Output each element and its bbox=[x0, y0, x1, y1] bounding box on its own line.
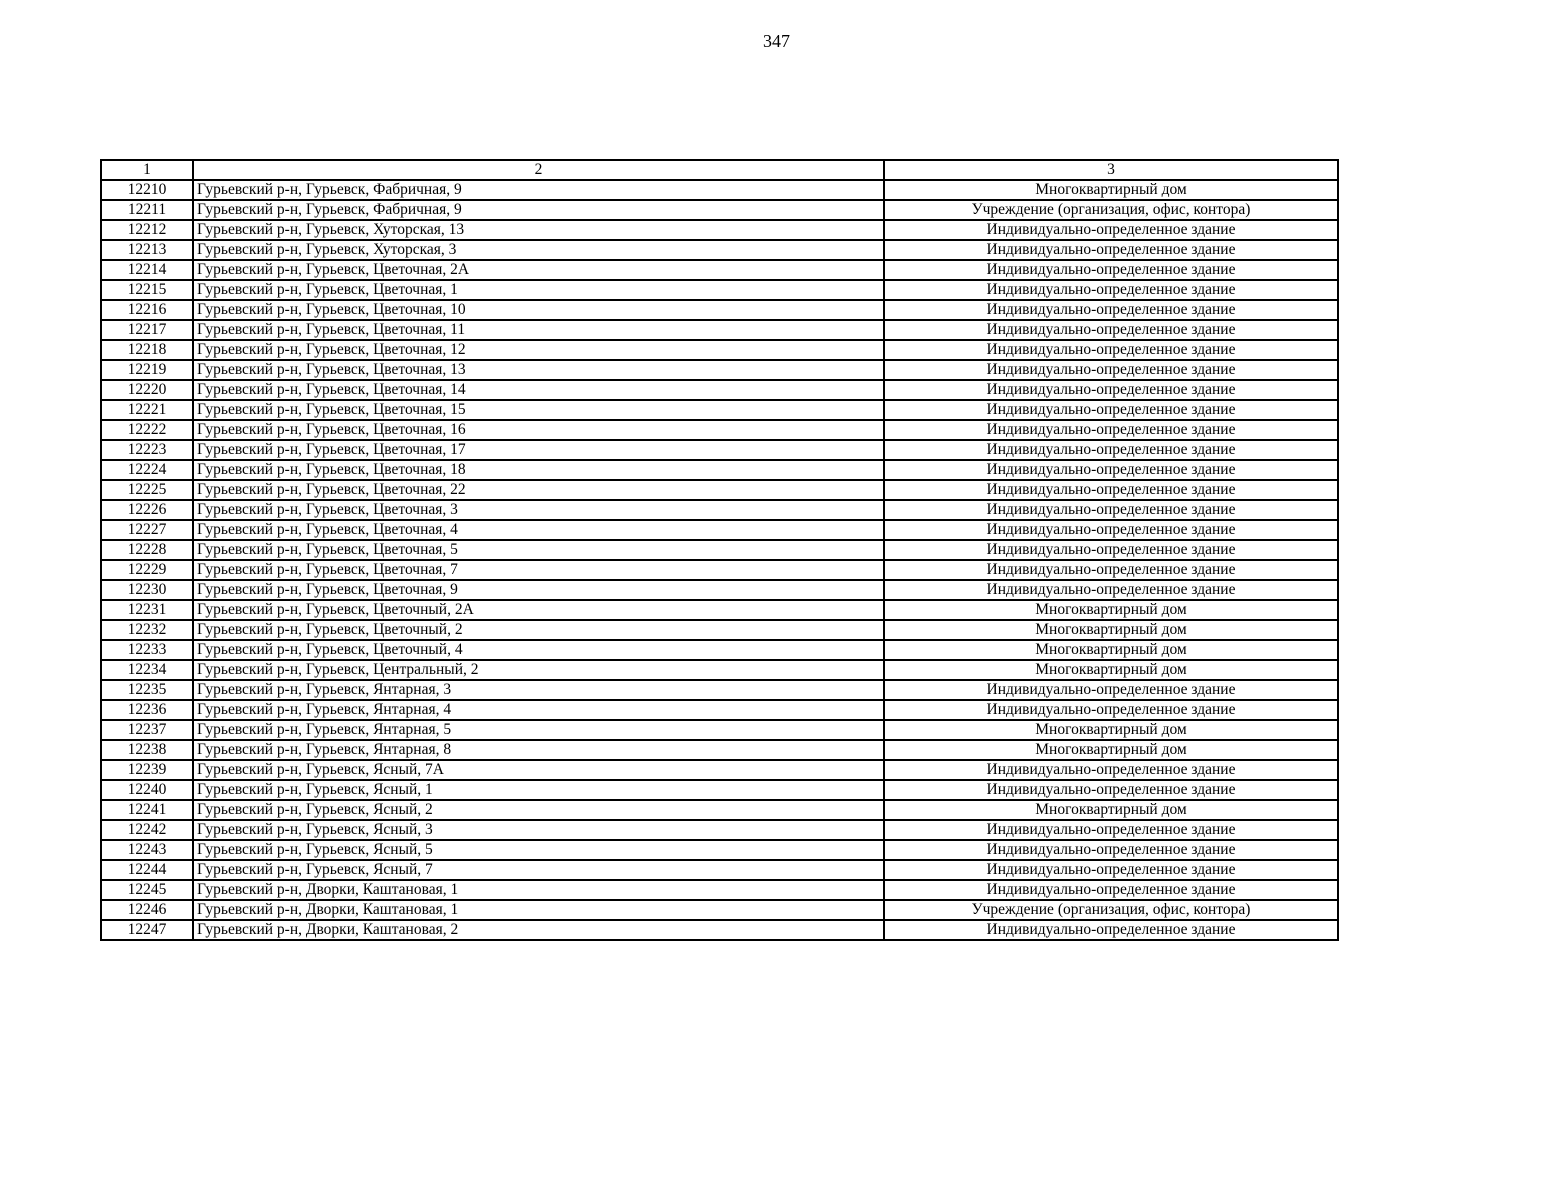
table-row bbox=[101, 180, 1338, 200]
record-number-cell: 12213 bbox=[101, 240, 193, 260]
object-type-cell: Индивидуально-определенное здание bbox=[884, 420, 1338, 440]
address-cell: Гурьевский р-н, Гурьевск, Фабричная, 9 bbox=[193, 200, 884, 220]
table-row bbox=[101, 660, 1338, 680]
record-number-cell: 12217 bbox=[101, 320, 193, 340]
object-type-cell: Индивидуально-определенное здание bbox=[884, 440, 1338, 460]
table-row bbox=[101, 420, 1338, 440]
record-number-cell: 12219 bbox=[101, 360, 193, 380]
address-cell: Гурьевский р-н, Гурьевск, Хуторская, 3 bbox=[193, 240, 884, 260]
object-type-cell: Учреждение (организация, офис, контора) bbox=[884, 200, 1338, 220]
object-type-cell: Многоквартирный дом bbox=[884, 180, 1338, 200]
address-cell: Гурьевский р-н, Гурьевск, Ясный, 3 bbox=[193, 820, 884, 840]
address-cell: Гурьевский р-н, Гурьевск, Янтарная, 3 bbox=[193, 680, 884, 700]
table-row bbox=[101, 620, 1338, 640]
object-type-cell: Индивидуально-определенное здание bbox=[884, 580, 1338, 600]
address-cell: Гурьевский р-н, Гурьевск, Ясный, 7А bbox=[193, 760, 884, 780]
table-row bbox=[101, 840, 1338, 860]
object-type-cell: Индивидуально-определенное здание bbox=[884, 360, 1338, 380]
object-type-cell: Индивидуально-определенное здание bbox=[884, 220, 1338, 240]
record-number-cell: 12227 bbox=[101, 520, 193, 540]
record-number-cell: 12229 bbox=[101, 560, 193, 580]
object-type-cell: Индивидуально-определенное здание bbox=[884, 920, 1338, 940]
object-type-cell: Индивидуально-определенное здание bbox=[884, 520, 1338, 540]
record-number-cell: 12232 bbox=[101, 620, 193, 640]
object-type-cell: Индивидуально-определенное здание bbox=[884, 480, 1338, 500]
column-header-1: 1 bbox=[101, 160, 193, 180]
table-row bbox=[101, 700, 1338, 720]
object-type-cell: Индивидуально-определенное здание bbox=[884, 880, 1338, 900]
address-cell: Гурьевский р-н, Гурьевск, Цветочный, 2 bbox=[193, 620, 884, 640]
table-row bbox=[101, 520, 1338, 540]
table-row bbox=[101, 320, 1338, 340]
record-number-cell: 12245 bbox=[101, 880, 193, 900]
record-number-cell: 12228 bbox=[101, 540, 193, 560]
record-number-cell: 12231 bbox=[101, 600, 193, 620]
address-cell: Гурьевский р-н, Гурьевск, Цветочный, 2А bbox=[193, 600, 884, 620]
address-cell: Гурьевский р-н, Дворки, Каштановая, 1 bbox=[193, 880, 884, 900]
address-cell: Гурьевский р-н, Гурьевск, Цветочная, 12 bbox=[193, 340, 884, 360]
address-cell: Гурьевский р-н, Гурьевск, Ясный, 2 bbox=[193, 800, 884, 820]
page-number: 347 bbox=[763, 31, 790, 51]
object-type-cell: Индивидуально-определенное здание bbox=[884, 540, 1338, 560]
record-number-cell: 12210 bbox=[101, 180, 193, 200]
object-type-cell: Многоквартирный дом bbox=[884, 720, 1338, 740]
table-row bbox=[101, 800, 1338, 820]
address-cell: Гурьевский р-н, Гурьевск, Цветочная, 16 bbox=[193, 420, 884, 440]
object-type-cell: Индивидуально-определенное здание bbox=[884, 500, 1338, 520]
address-cell: Гурьевский р-н, Гурьевск, Фабричная, 9 bbox=[193, 180, 884, 200]
record-number-cell: 12241 bbox=[101, 800, 193, 820]
record-number-cell: 12214 bbox=[101, 260, 193, 280]
table-row bbox=[101, 920, 1338, 940]
table-row bbox=[101, 440, 1338, 460]
record-number-cell: 12218 bbox=[101, 340, 193, 360]
object-type-cell: Индивидуально-определенное здание bbox=[884, 300, 1338, 320]
record-number-cell: 12230 bbox=[101, 580, 193, 600]
record-number-cell: 12243 bbox=[101, 840, 193, 860]
record-number-cell: 12240 bbox=[101, 780, 193, 800]
object-type-cell: Индивидуально-определенное здание bbox=[884, 700, 1338, 720]
address-cell: Гурьевский р-н, Гурьевск, Цветочная, 14 bbox=[193, 380, 884, 400]
object-type-cell: Индивидуально-определенное здание bbox=[884, 860, 1338, 880]
table-row bbox=[101, 500, 1338, 520]
record-number-cell: 12221 bbox=[101, 400, 193, 420]
object-type-cell: Индивидуально-определенное здание bbox=[884, 320, 1338, 340]
address-cell: Гурьевский р-н, Гурьевск, Цветочная, 22 bbox=[193, 480, 884, 500]
table-row bbox=[101, 280, 1338, 300]
record-number-cell: 12233 bbox=[101, 640, 193, 660]
table-row bbox=[101, 340, 1338, 360]
address-cell: Гурьевский р-н, Гурьевск, Цветочная, 9 bbox=[193, 580, 884, 600]
object-type-cell: Индивидуально-определенное здание bbox=[884, 780, 1338, 800]
column-header-2: 2 bbox=[193, 160, 884, 180]
address-cell: Гурьевский р-н, Гурьевск, Цветочная, 2А bbox=[193, 260, 884, 280]
table-row bbox=[101, 880, 1338, 900]
object-type-cell: Индивидуально-определенное здание bbox=[884, 380, 1338, 400]
object-type-cell: Индивидуально-определенное здание bbox=[884, 560, 1338, 580]
record-number-cell: 12216 bbox=[101, 300, 193, 320]
record-number-cell: 12212 bbox=[101, 220, 193, 240]
address-cell: Гурьевский р-н, Гурьевск, Цветочная, 18 bbox=[193, 460, 884, 480]
table-row bbox=[101, 680, 1338, 700]
table-row bbox=[101, 200, 1338, 220]
table-row bbox=[101, 220, 1338, 240]
record-number-cell: 12226 bbox=[101, 500, 193, 520]
table-row bbox=[101, 900, 1338, 920]
record-number-cell: 12225 bbox=[101, 480, 193, 500]
address-cell: Гурьевский р-н, Гурьевск, Ясный, 1 bbox=[193, 780, 884, 800]
record-number-cell: 12222 bbox=[101, 420, 193, 440]
record-number-cell: 12239 bbox=[101, 760, 193, 780]
address-cell: Гурьевский р-н, Гурьевск, Центральный, 2 bbox=[193, 660, 884, 680]
record-number-cell: 12237 bbox=[101, 720, 193, 740]
record-number-cell: 12220 bbox=[101, 380, 193, 400]
record-number-cell: 12215 bbox=[101, 280, 193, 300]
table-row bbox=[101, 360, 1338, 380]
registry-table bbox=[100, 159, 1339, 941]
address-cell: Гурьевский р-н, Гурьевск, Ясный, 5 bbox=[193, 840, 884, 860]
address-cell: Гурьевский р-н, Гурьевск, Янтарная, 5 bbox=[193, 720, 884, 740]
record-number-cell: 12234 bbox=[101, 660, 193, 680]
registry-table-body bbox=[101, 160, 1338, 940]
table-row bbox=[101, 300, 1338, 320]
address-cell: Гурьевский р-н, Гурьевск, Цветочная, 7 bbox=[193, 560, 884, 580]
column-header-3: 3 bbox=[884, 160, 1338, 180]
table-row bbox=[101, 540, 1338, 560]
address-cell: Гурьевский р-н, Дворки, Каштановая, 2 bbox=[193, 920, 884, 940]
record-number-cell: 12247 bbox=[101, 920, 193, 940]
table-row bbox=[101, 720, 1338, 740]
address-cell: Гурьевский р-н, Гурьевск, Ясный, 7 bbox=[193, 860, 884, 880]
table-row bbox=[101, 600, 1338, 620]
address-cell: Гурьевский р-н, Гурьевск, Янтарная, 8 bbox=[193, 740, 884, 760]
table-row bbox=[101, 580, 1338, 600]
object-type-cell: Индивидуально-определенное здание bbox=[884, 820, 1338, 840]
object-type-cell: Индивидуально-определенное здание bbox=[884, 680, 1338, 700]
table-row bbox=[101, 460, 1338, 480]
address-cell: Гурьевский р-н, Гурьевск, Цветочная, 11 bbox=[193, 320, 884, 340]
record-number-cell: 12246 bbox=[101, 900, 193, 920]
table-row bbox=[101, 860, 1338, 880]
table-row bbox=[101, 240, 1338, 260]
object-type-cell: Индивидуально-определенное здание bbox=[884, 280, 1338, 300]
object-type-cell: Индивидуально-определенное здание bbox=[884, 260, 1338, 280]
object-type-cell: Индивидуально-определенное здание bbox=[884, 340, 1338, 360]
address-cell: Гурьевский р-н, Гурьевск, Цветочная, 13 bbox=[193, 360, 884, 380]
object-type-cell: Многоквартирный дом bbox=[884, 640, 1338, 660]
record-number-cell: 12223 bbox=[101, 440, 193, 460]
address-cell: Гурьевский р-н, Гурьевск, Цветочная, 1 bbox=[193, 280, 884, 300]
address-cell: Гурьевский р-н, Гурьевск, Цветочная, 15 bbox=[193, 400, 884, 420]
address-cell: Гурьевский р-н, Гурьевск, Цветочная, 17 bbox=[193, 440, 884, 460]
address-cell: Гурьевский р-н, Гурьевск, Янтарная, 4 bbox=[193, 700, 884, 720]
object-type-cell: Индивидуально-определенное здание bbox=[884, 400, 1338, 420]
table-row bbox=[101, 780, 1338, 800]
object-type-cell: Индивидуально-определенное здание bbox=[884, 760, 1338, 780]
object-type-cell: Учреждение (организация, офис, контора) bbox=[884, 900, 1338, 920]
record-number-cell: 12238 bbox=[101, 740, 193, 760]
object-type-cell: Многоквартирный дом bbox=[884, 600, 1338, 620]
object-type-cell: Многоквартирный дом bbox=[884, 740, 1338, 760]
address-cell: Гурьевский р-н, Дворки, Каштановая, 1 bbox=[193, 900, 884, 920]
table-row bbox=[101, 480, 1338, 500]
table-row bbox=[101, 640, 1338, 660]
address-cell: Гурьевский р-н, Гурьевск, Цветочный, 4 bbox=[193, 640, 884, 660]
record-number-cell: 12236 bbox=[101, 700, 193, 720]
table-header-row bbox=[101, 160, 1338, 180]
record-number-cell: 12211 bbox=[101, 200, 193, 220]
address-cell: Гурьевский р-н, Гурьевск, Цветочная, 5 bbox=[193, 540, 884, 560]
table-row bbox=[101, 820, 1338, 840]
address-cell: Гурьевский р-н, Гурьевск, Цветочная, 3 bbox=[193, 500, 884, 520]
address-cell: Гурьевский р-н, Гурьевск, Цветочная, 10 bbox=[193, 300, 884, 320]
object-type-cell: Многоквартирный дом bbox=[884, 800, 1338, 820]
address-cell: Гурьевский р-н, Гурьевск, Цветочная, 4 bbox=[193, 520, 884, 540]
record-number-cell: 12235 bbox=[101, 680, 193, 700]
record-number-cell: 12244 bbox=[101, 860, 193, 880]
table-row bbox=[101, 740, 1338, 760]
table-row bbox=[101, 380, 1338, 400]
object-type-cell: Многоквартирный дом bbox=[884, 660, 1338, 680]
object-type-cell: Многоквартирный дом bbox=[884, 620, 1338, 640]
object-type-cell: Индивидуально-определенное здание bbox=[884, 240, 1338, 260]
address-cell: Гурьевский р-н, Гурьевск, Хуторская, 13 bbox=[193, 220, 884, 240]
table-row bbox=[101, 260, 1338, 280]
table-row bbox=[101, 400, 1338, 420]
record-number-cell: 12242 bbox=[101, 820, 193, 840]
object-type-cell: Индивидуально-определенное здание bbox=[884, 840, 1338, 860]
object-type-cell: Индивидуально-определенное здание bbox=[884, 460, 1338, 480]
record-number-cell: 12224 bbox=[101, 460, 193, 480]
table-row bbox=[101, 560, 1338, 580]
table-row bbox=[101, 760, 1338, 780]
